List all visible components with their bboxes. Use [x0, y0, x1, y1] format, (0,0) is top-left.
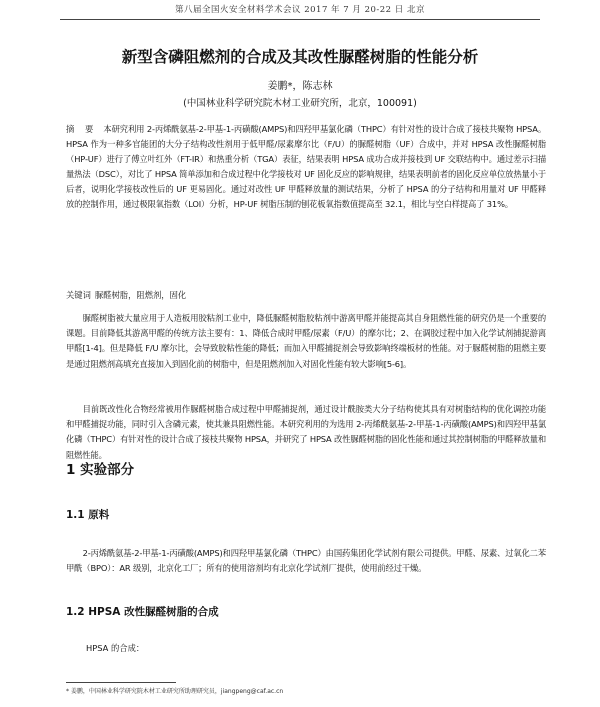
abstract-label: 摘 要: [66, 124, 98, 134]
synthesis-paragraph: HPSA 的合成：: [86, 643, 145, 653]
authors: 姜鹏*，陈志林: [267, 81, 333, 92]
subsection-heading-synthesis: 1.2 HPSA 改性脲醛树脂的合成: [66, 606, 219, 618]
intro-paragraph-2: 目前既改性化合物经常被用作脲醛树脂合成过程中甲醛捕捉剂，通过设计酰胺类大分子结构使其具有对树脂结构的优化调控功能和甲醛捕捉功能，同时引入含磷元素，使其兼具阻燃性能。本研究利用的为选用 2-丙烯酰氨基-2-甲基-1-丙磺酸(AMPS)和四羟甲基氯化磷（THPC）有针对性的设计合成了接枝共聚物 HPSA，并研究了 HPSA 改性脲醛树脂的固化性能和通过其控制树脂的甲醛释放量和阻燃性能。: [66, 404, 546, 460]
footnote-rule: [66, 682, 176, 683]
paper-title: 新型含磷阻燃剂的合成及其改性脲醛树脂的性能分析: [121, 48, 479, 66]
section-heading-experimental: 1 实验部分: [66, 462, 135, 478]
abstract-text: 本研究利用 2-丙烯酰氨基-2-甲基-1-丙磺酸(AMPS)和四羟甲基氯化磷（THPC）有针对性的设计合成了接枝共聚物 HPSA。HPSA 作为一种多官能团的大分子结构改性剂用于低甲醛/尿素摩尔比（F/U）的脲醛树脂（UF）合成中，并对 HPSA 改性脲醛树脂（HP-UF）进行了傅立叶红外（FT-IR）和热重分析（TGA）表征，结果表明 HPSA 成功合成并接枝到 UF 交联结构中。通过差示扫描量热法（DSC），对比了 HPSA 简单添加和合成过程中化学接枝对 UF 固化反应的影响规律，结果表明前者的固化反应单位放热量小于后者，说明化学接枝改性后的 UF 更易固化。通过对改性 UF 甲醛释放量的测试结果，分析了 HPSA 的分子结构和用量对 UF 甲醛释放的控制作用，通过极限氧指数（LOI）分析，HP-UF 树脂压制的刨花板氧指数值提高至 32.1，相比与空白样提高了 31%。: [66, 124, 547, 210]
materials-paragraph: 2-丙烯酰氨基-2-甲基-1-丙磺酸(AMPS)和四羟甲基氯化磷（THPC）由国药集团化学试剂有限公司提供。甲醛、尿素、过氧化二苯甲酰（BPO）：AR 级别，北京化工厂；所有的使用溶剂均有北京化学试剂厂提供，使用前经过干燥。: [66, 548, 546, 574]
footnote: * 姜鹏，中国林业科学研究院木材工业研究所助理研究员，jiangpeng@caf.ac.cn: [66, 688, 284, 695]
keywords-label: 关键词: [66, 290, 91, 300]
subsection-heading-materials: 1.1 原料: [66, 509, 110, 521]
abstract: [66, 122, 546, 213]
running-header: 第八届全国火安全材料学术会议 2017 年 7 月 20-22 日 北京: [60, 3, 540, 20]
keywords-text: 脲醛树脂，阻燃剂，固化: [94, 290, 187, 300]
intro-paragraph-1: 脲醛树脂被大量应用于人造板用胶粘剂工业中，降低脲醛树脂胶粘剂中游离甲醛并能提高其自身阻燃性能的研究仍是一个重要的课题。目前降低其游离甲醛的传统方法主要有：1、降低合成时甲醛/尿素（F/U）的摩尔比；2、在调胶过程中加入化学试剂捕捉游离甲醛[1-4]。但是降低 F/U 摩尔比，会导致胶粘性能的降低；而加入甲醛捕捉剂会导致影响终端板材的性能。对于脲醛树脂的阻燃主要是通过阻燃剂高填充直接加入到固化前的树脂中，但是阻燃剂加入对固化性能有较大影响[5-6]。: [66, 313, 546, 369]
keywords: [66, 289, 546, 301]
affiliation: (中国林业科学研究院木材工业研究所，北京，100091): [183, 98, 417, 109]
